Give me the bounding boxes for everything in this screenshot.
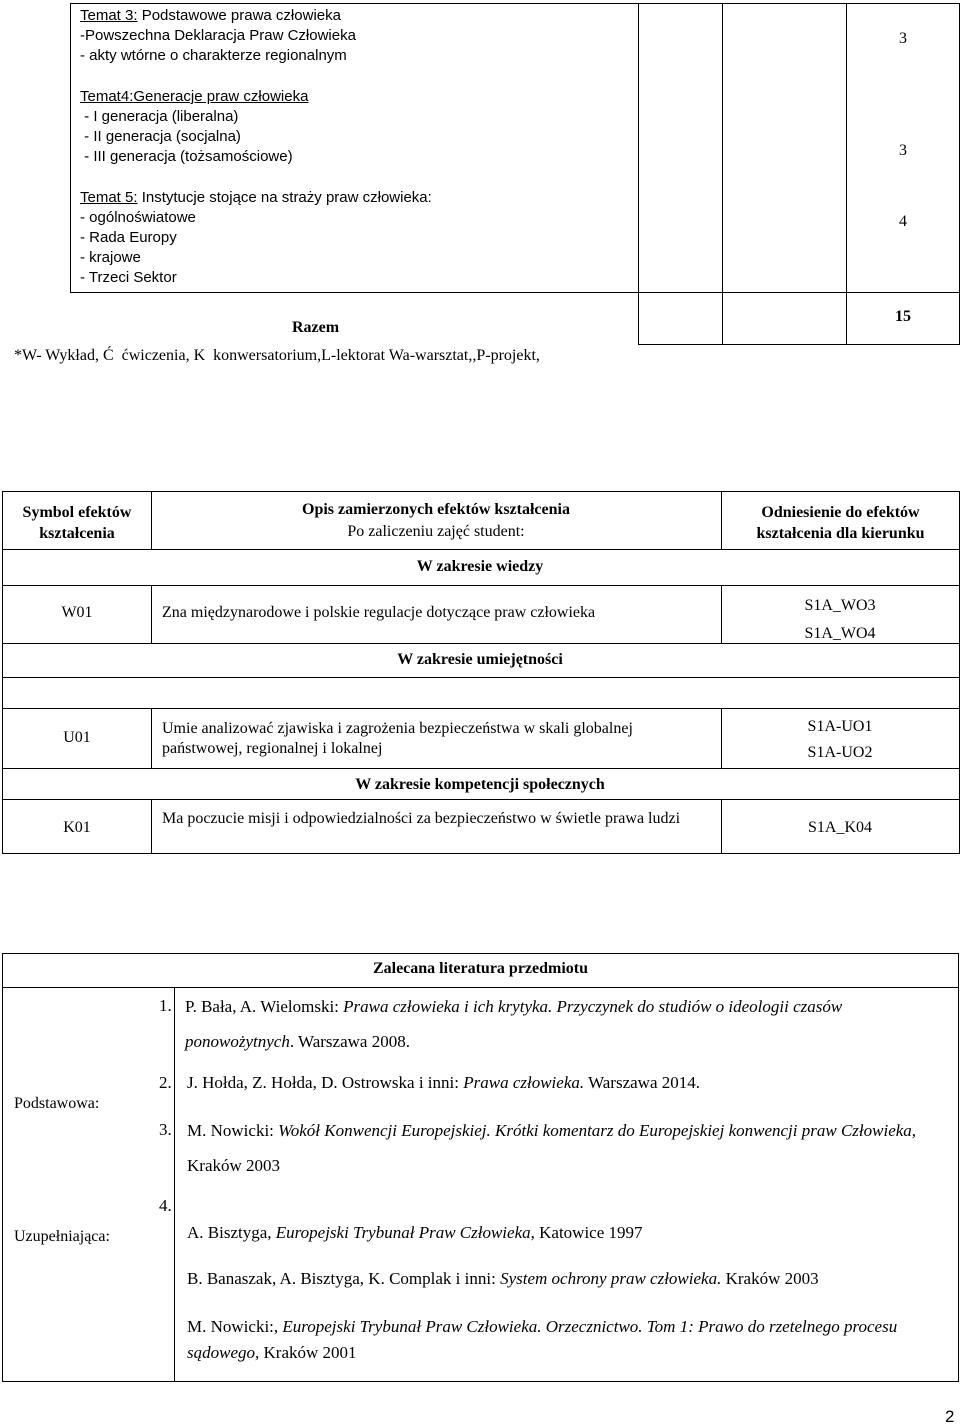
supplementary-item-title: Europejski Trybunał Praw Człowieka — [275, 1223, 531, 1242]
topic-4 — [80, 87, 560, 167]
supplementary-label: Uzupełniająca: — [14, 1228, 110, 1245]
basic-item-rest: , Kraków 2003 — [187, 1121, 917, 1175]
topic-4-heading: Temat4: — [80, 88, 134, 105]
header-description-title: Opis zamierzonych efektów kształcenia — [302, 501, 570, 518]
row-refs — [721, 714, 959, 766]
basic-item-rest: Warszawa 2014. — [584, 1073, 700, 1092]
basic-label: Podstawowa: — [14, 1095, 100, 1112]
total-label: Razem — [292, 319, 340, 336]
row-ref: S1A-UO2 — [807, 744, 873, 761]
row-refs — [721, 592, 959, 648]
supplementary-item-title: System ochrony praw człowieka. — [500, 1269, 722, 1288]
header-description-sub: Po zaliczeniu zajęć student: — [347, 523, 525, 540]
row-symbol: U01 — [63, 729, 91, 746]
topic-5-hours: 4 — [899, 213, 907, 230]
outcomes-table — [2, 491, 960, 855]
supplementary-item-rest: , Katowice 1997 — [530, 1223, 643, 1242]
supplementary-item — [187, 1268, 927, 1290]
topic-5-line: - krajowe — [80, 249, 141, 266]
supplementary-item — [187, 1314, 947, 1366]
supplementary-item-author: B. Banaszak, A. Bisztyga, K. Complak i inni: — [187, 1269, 501, 1288]
topic-4-line: - III generacja (tożsamościowe) — [80, 148, 293, 165]
section-social: W zakresie kompetencji społecznych — [355, 776, 605, 793]
supplementary-item-title: Europejski Trybunał Praw Człowieka. Orzecznictwo. Tom 1: Prawo do rzetelnego procesu sądowego — [187, 1317, 898, 1362]
row-description: Umie analizować zjawiska i zagrożenia bezpieczeństwa w skali globalnej państwowej, regionalnej i lokalnej — [162, 720, 633, 757]
header-reference: Odniesienie do efektów kształcenia dla kierunku — [756, 504, 925, 542]
basic-item-rest: . Warszawa 2008. — [289, 1032, 410, 1051]
topic-5-line: - Trzeci Sektor — [80, 269, 177, 286]
supplementary-item-author: A. Bisztyga, — [187, 1223, 276, 1242]
basic-item-author: M. Nowicki: — [187, 1121, 279, 1140]
row-ref: S1A_WO3 — [804, 597, 876, 614]
topic-4-line: - II generacja (socjalna) — [80, 128, 241, 145]
basic-item-number: 3. — [159, 1120, 172, 1139]
supplementary-item-rest: Kraków 2003 — [721, 1269, 819, 1288]
legend-text: *W- Wykład, Ć ćwiczenia, K konwersatorium,L-lektorat Wa-warsztat,,P-projekt, — [14, 347, 540, 364]
basic-item-author: P. Bała, A. Wielomski: — [185, 997, 344, 1016]
supplementary-item-author: M. Nowicki:, — [187, 1317, 283, 1336]
row-ref: S1A-UO1 — [807, 718, 873, 735]
topic-3-title: Podstawowe prawa człowieka — [137, 7, 341, 24]
topic-5 — [80, 188, 560, 288]
row-description: Zna międzynarodowe i polskie regulacje dotyczące praw człowieka — [162, 604, 596, 621]
basic-item-author: J. Hołda, Z. Hołda, D. Ostrowska i inni: — [187, 1073, 464, 1092]
basic-item-title: Prawa człowieka i ich krytyka. Przyczynek do studiów o ideologii czasów ponowożytnych — [185, 997, 843, 1051]
total-value: 15 — [895, 308, 911, 325]
basic-item — [187, 1113, 927, 1183]
supplementary-item — [187, 1222, 927, 1244]
topic-3 — [80, 6, 560, 66]
header-description — [152, 499, 720, 543]
header-symbol: Symbol efektów kształcenia — [22, 504, 132, 542]
basic-item-title: Prawa człowieka. — [463, 1073, 585, 1092]
topic-4-title: Generacje praw człowieka — [133, 88, 309, 105]
row-ref: S1A_WO4 — [804, 625, 876, 642]
row-symbol: K01 — [63, 819, 91, 836]
topic-3-line: -Powszechna Deklaracja Praw Człowieka — [80, 27, 356, 44]
topic-5-heading: Temat 5: — [80, 189, 138, 206]
topic-5-title: Instytucje stojące na straży praw człowieka: — [137, 189, 432, 206]
topic-5-line: - Rada Europy — [80, 229, 177, 246]
page-number: 2 — [945, 1407, 955, 1426]
topic-3-line: - akty wtórne o charakterze regionalnym — [80, 47, 347, 64]
row-ref: S1A_K04 — [807, 819, 872, 836]
section-skills: W zakresie umiejętności — [397, 651, 563, 668]
basic-item — [185, 989, 925, 1059]
topic-5-line: - ogólnoświatowe — [80, 209, 196, 226]
basic-item-title: Wokół Konwencji Europejskiej. Krótki komentarz do Europejskiej konwencji praw Człowieka — [278, 1121, 912, 1140]
section-knowledge: W zakresie wiedzy — [416, 558, 544, 575]
basic-item — [187, 1072, 927, 1094]
topic-4-hours: 3 — [899, 142, 907, 159]
basic-item-number: 1. — [159, 996, 172, 1015]
literature-title: Zalecana literatura przedmiotu — [372, 960, 589, 977]
topic-3-hours: 3 — [899, 30, 907, 47]
basic-item-number: 2. — [159, 1073, 172, 1092]
topic-3-heading: Temat 3: — [80, 7, 138, 24]
topic-4-line: - I generacja (liberalna) — [80, 108, 239, 125]
basic-item-number: 4. — [159, 1196, 172, 1215]
supplementary-item-rest: , Kraków 2001 — [255, 1343, 357, 1362]
row-symbol: W01 — [61, 604, 93, 621]
row-description: Ma poczucie misji i odpowiedzialności za bezpieczeństwo w świetle prawa ludzi — [162, 810, 681, 827]
